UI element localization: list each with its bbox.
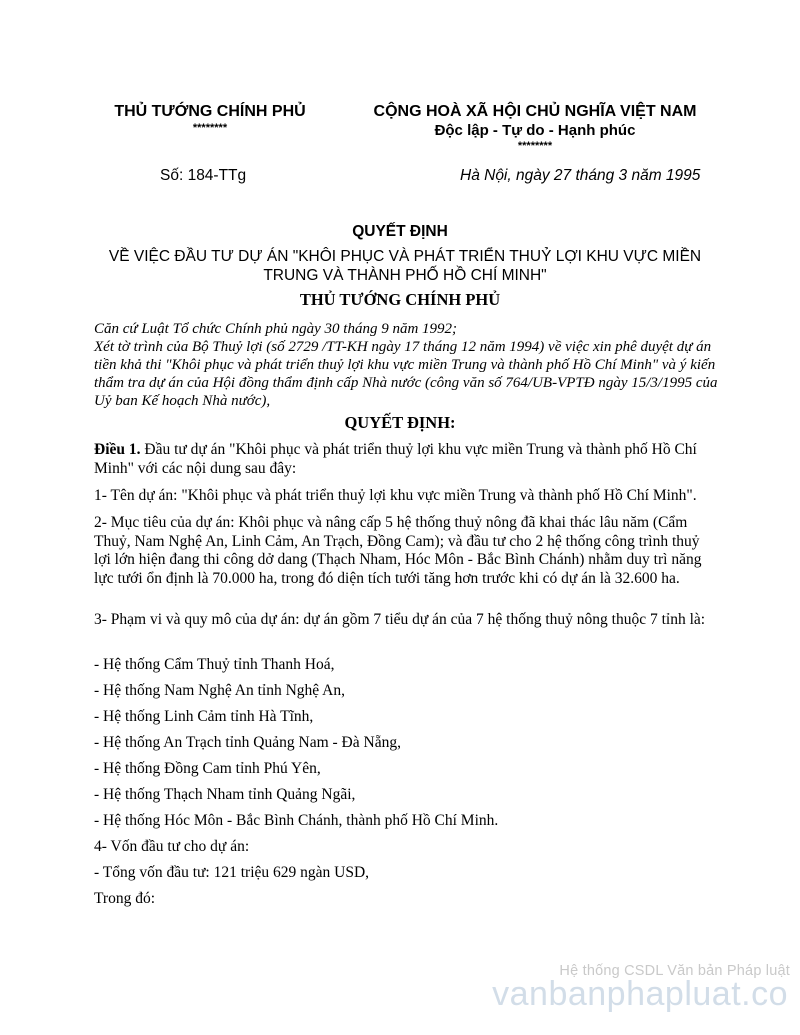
document-number: Số: 184-TTg [160, 167, 247, 184]
decision-title: QUYẾT ĐỊNH [352, 223, 448, 240]
article-1-label: Điều 1. [94, 441, 141, 458]
list-item: - Hệ thống Cẩm Thuỷ tỉnh Thanh Hoá, [94, 656, 335, 673]
list-item: - Hệ thống Thạch Nham tỉnh Quảng Ngãi, [94, 786, 356, 803]
list-item: - Hệ thống An Trạch tỉnh Quảng Nam - Đà Nẵng, [94, 734, 401, 751]
article-1-text: Đầu tư dự án "Khôi phục và phát triển thuỷ lợi khu vực miền Trung và thành phố Hồ Chí Minh" với các nội dung sau đây: [94, 441, 697, 477]
item-1-project-name: 1- Tên dự án: "Khôi phục và phát triển thuỷ lợi khu vực miền Trung và thành phố Hồ Chí Minh". [94, 487, 697, 504]
issuer-title: THỦ TƯỚNG CHÍNH PHỦ [114, 103, 306, 120]
document-date: Hà Nội, ngày 27 tháng 3 năm 1995 [460, 167, 701, 184]
item-3-scope: 3- Phạm vi và quy mô của dự án: dự án gồm 7 tiểu dự án của 7 hệ thống thuỷ nông thuộc 7 tỉnh là: [94, 611, 706, 628]
issuer-header [95, 102, 325, 134]
list-item: - Hệ thống Đồng Cam tỉnh Phú Yên, [94, 760, 321, 777]
preamble [94, 320, 719, 410]
issuer-heading: THỦ TƯỚNG CHÍNH PHỦ [299, 290, 501, 309]
item-4-investment: 4- Vốn đầu tư cho dự án: [94, 838, 250, 855]
preamble-legal-basis: Căn cứ Luật Tổ chức Chính phủ ngày 30 tháng 9 năm 1992; [94, 321, 458, 337]
national-stars: ******** [517, 140, 553, 152]
national-title: CỘNG HOÀ XÃ HỘI CHỦ NGHĨA VIỆT NAM [373, 103, 697, 120]
issuer-stars: ******** [192, 122, 228, 134]
watermark-caption: Hệ thống CSDL Văn bản Pháp luật [559, 963, 790, 979]
decides-heading: QUYẾT ĐỊNH: [344, 413, 456, 432]
item-4-breakdown: Trong đó: [94, 890, 156, 907]
watermark-domain: vanbanphapluat.co [492, 975, 788, 1013]
item-2-objectives: 2- Mục tiêu của dự án: Khôi phục và nâng cấp 5 hệ thống thuỷ nông đã khai thác lâu năm (Cẩm Thuỷ, Nam Nghệ An, Linh Cảm, An Trạch, Đồng Cam); và đầu tư cho 2 hệ thống công trình thuỷ lợi lớn hiện đang thi công dở dang (Thạch Nham, Hóc Môn - Bắc Bình Chánh) nhằm duy trì năng lực tưới ổn định là 70.000 ha, trong đó diện tích tưới tăng hơn trước khi có dự án là 32.600 ha. [94, 514, 702, 587]
article-1 [94, 441, 719, 478]
item-4-total: - Tổng vốn đầu tư: 121 triệu 629 ngàn USD, [94, 864, 370, 881]
list-item: - Hệ thống Hóc Môn - Bắc Bình Chánh, thành phố Hồ Chí Minh. [94, 812, 499, 829]
list-item: - Hệ thống Linh Cảm tỉnh Hà Tĩnh, [94, 708, 314, 725]
national-header [345, 102, 725, 152]
preamble-considerations: Xét tờ trình của Bộ Thuỷ lợi (số 2729 /TT-KH ngày 17 tháng 12 năm 1994) về việc xin phê duyệt dự án tiền khả thi "Khôi phục và phát triển thuỷ lợi khu vực miền Trung và thành phố Hồ Chí Minh" và ý kiến thẩm tra dự án của Hội đồng thẩm định cấp Nhà nước (công văn số 764/UB-VPTĐ ngày 15/3/1995 của Uỷ ban Kế hoạch Nhà nước), [94, 339, 718, 409]
decision-subject: VỀ VIỆC ĐẦU TƯ DỰ ÁN "KHÔI PHỤC VÀ PHÁT TRIỂN THUỶ LỢI KHU VỰC MIỀN TRUNG VÀ THÀNH PHỐ HỒ CHÍ MINH" [108, 248, 702, 284]
list-item: - Hệ thống Nam Nghệ An tỉnh Nghệ An, [94, 682, 345, 699]
national-motto: Độc lập - Tự do - Hạnh phúc [434, 122, 636, 139]
